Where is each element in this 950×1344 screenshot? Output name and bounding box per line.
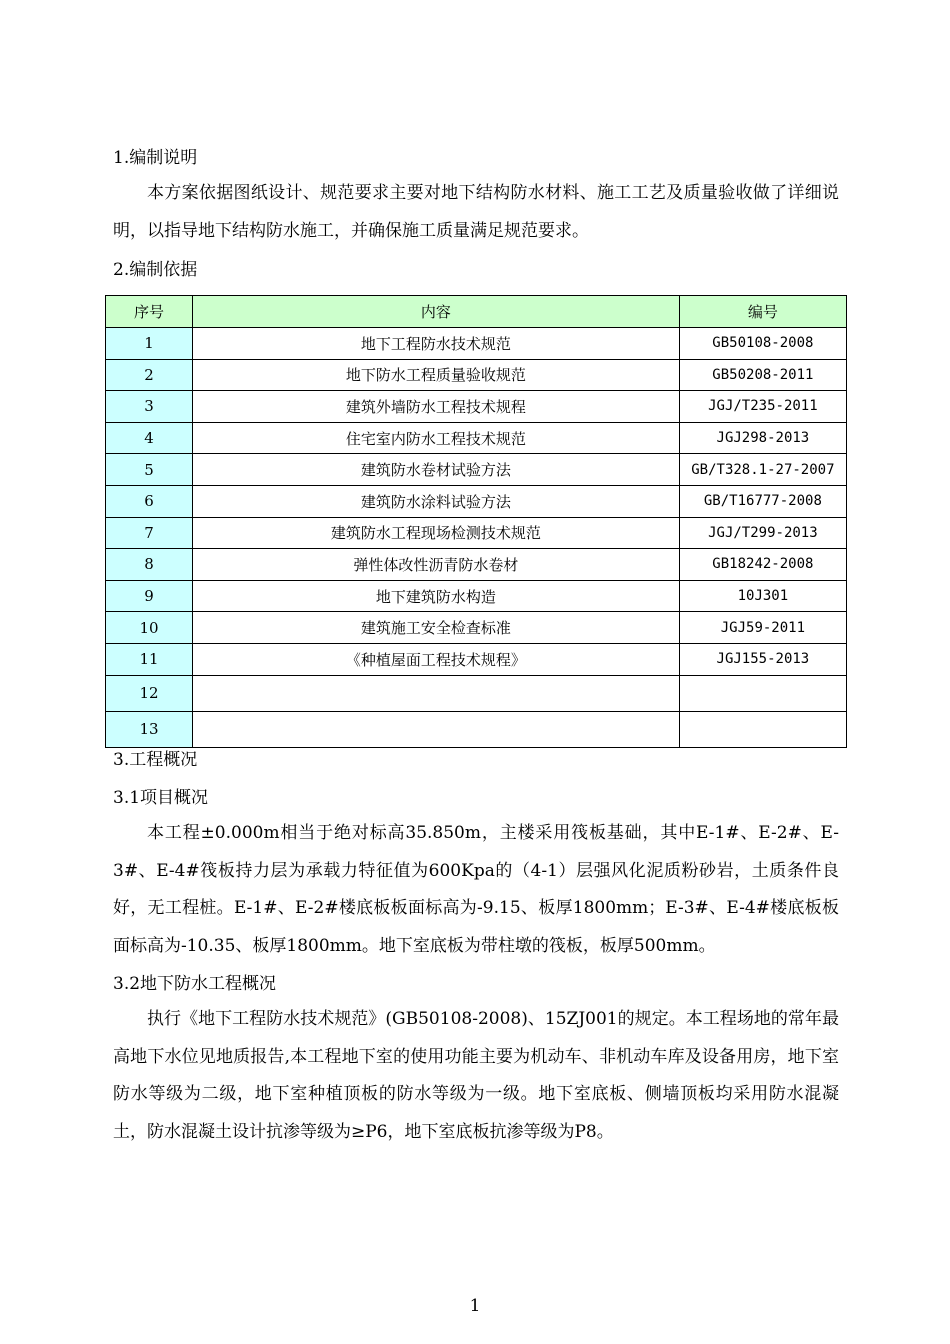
row-seq: 2	[106, 359, 193, 391]
row-code: GB50108-2008	[679, 328, 846, 360]
table-header-row	[106, 296, 847, 328]
table-row	[106, 580, 847, 612]
row-seq: 10	[106, 612, 193, 644]
row-content: 建筑外墙防水工程技术规程	[193, 391, 680, 423]
section-3-1-body	[113, 815, 839, 965]
row-code: JGJ/T299-2013	[679, 517, 846, 549]
section-3-2-body	[113, 1001, 839, 1151]
row-seq: 13	[106, 711, 193, 747]
page-number: 1	[469, 1296, 481, 1316]
row-code: JGJ155-2013	[679, 643, 846, 675]
row-code: JGJ/T235-2011	[679, 391, 846, 423]
table-row	[106, 517, 847, 549]
section-3-1-paragraph: 本工程±0.000m相当于绝对标高35.850m，主楼采用筏板基础，其中E-1#、E-2#、E-3#、E-4#筏板持力层为承载力特征值为600Kpa的（4-1）层强风化泥质粉砂岩，土质条件良好，无工程桩。E-1#、E-2#楼底板板面标高为-9.15、板厚1800mm；E-3#、E-4#楼底板板面标高为-10.35、板厚1800mm。地下室底板为带柱墩的筏板，板厚500mm。	[113, 823, 839, 956]
row-content: 建筑防水涂料试验方法	[193, 485, 680, 517]
row-content: 建筑防水卷材试验方法	[193, 454, 680, 486]
row-content: 地下建筑防水构造	[193, 580, 680, 612]
row-content: 建筑施工安全检查标准	[193, 612, 680, 644]
row-code: GB18242-2008	[679, 549, 846, 581]
section-1-body	[113, 175, 839, 250]
row-content: 《种植屋面工程技术规程》	[193, 643, 680, 675]
table-row	[106, 549, 847, 581]
table-row	[106, 328, 847, 360]
row-content: 地下防水工程质量验收规范	[193, 359, 680, 391]
row-code: GB/T328.1-27-2007	[679, 454, 846, 486]
row-content: 建筑防水工程现场检测技术规范	[193, 517, 680, 549]
table-row	[106, 485, 847, 517]
section-1-heading: 1.编制说明	[113, 148, 198, 168]
row-seq: 7	[106, 517, 193, 549]
row-seq: 9	[106, 580, 193, 612]
row-code: JGJ59-2011	[679, 612, 846, 644]
row-seq: 5	[106, 454, 193, 486]
section-3-2-heading: 3.2地下防水工程概况	[113, 974, 277, 994]
row-seq: 12	[106, 675, 193, 711]
row-code: GB50208-2011	[679, 359, 846, 391]
row-code: 10J301	[679, 580, 846, 612]
row-content	[193, 711, 680, 747]
table-row	[106, 454, 847, 486]
row-content: 地下工程防水技术规范	[193, 328, 680, 360]
row-code	[679, 675, 846, 711]
row-content	[193, 675, 680, 711]
standards-table	[105, 295, 847, 748]
header-content: 内容	[193, 296, 680, 328]
row-seq: 3	[106, 391, 193, 423]
row-seq: 8	[106, 549, 193, 581]
section-1-paragraph: 本方案依据图纸设计、规范要求主要对地下结构防水材料、施工工艺及质量验收做了详细说明，以指导地下结构防水施工，并确保施工质量满足规范要求。	[113, 183, 839, 241]
table-row	[106, 422, 847, 454]
header-seq: 序号	[106, 296, 193, 328]
row-seq: 1	[106, 328, 193, 360]
row-seq: 4	[106, 422, 193, 454]
row-code	[679, 711, 846, 747]
section-2-heading: 2.编制依据	[113, 260, 198, 280]
table-row	[106, 612, 847, 644]
table-row	[106, 359, 847, 391]
table-row	[106, 643, 847, 675]
section-3-heading: 3.工程概况	[113, 750, 198, 770]
row-content: 住宅室内防水工程技术规范	[193, 422, 680, 454]
table-row	[106, 391, 847, 423]
table-row	[106, 711, 847, 747]
header-code: 编号	[679, 296, 846, 328]
row-content: 弹性体改性沥青防水卷材	[193, 549, 680, 581]
table-body	[106, 328, 847, 748]
row-seq: 11	[106, 643, 193, 675]
row-seq: 6	[106, 485, 193, 517]
section-3-2-paragraph: 执行《地下工程防水技术规范》(GB50108-2008)、15ZJ001的规定。本工程场地的常年最高地下水位见地质报告,本工程地下室的使用功能主要为机动车、非机动车库及设备用房，地下室防水等级为二级，地下室种植顶板的防水等级为一级。地下室底板、侧墙顶板均采用防水混凝土，防水混凝土设计抗渗等级为≥P6，地下室底板抗渗等级为P8。	[113, 1009, 839, 1142]
row-code: GB/T16777-2008	[679, 485, 846, 517]
row-code: JGJ298-2013	[679, 422, 846, 454]
section-3-1-heading: 3.1项目概况	[113, 788, 209, 808]
table-row	[106, 675, 847, 711]
